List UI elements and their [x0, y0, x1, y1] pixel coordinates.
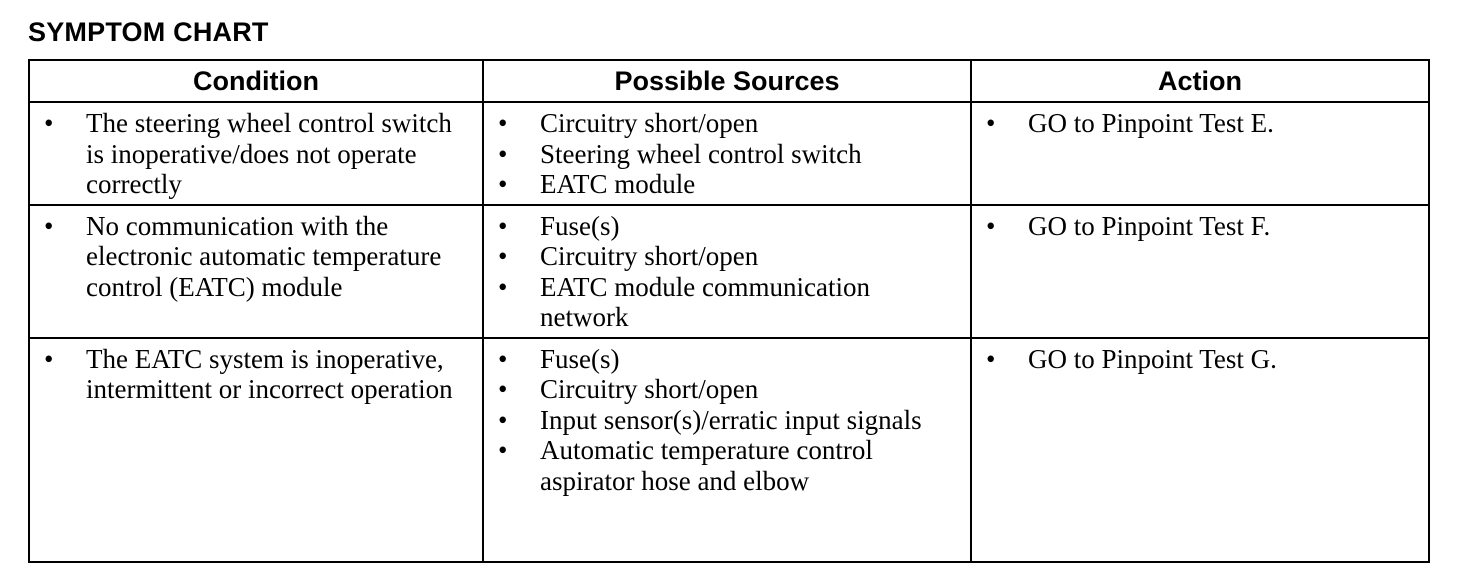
source-item: • Circuitry short/open: [484, 374, 970, 405]
table-row: [29, 338, 1429, 562]
condition-item: • The steering wheel control switch is inoperative/does not operate correctly: [30, 108, 482, 200]
source-item: • Input sensor(s)/erratic input signals: [484, 405, 970, 436]
source-item: • Circuitry short/open: [484, 108, 970, 139]
action-cell: [971, 338, 1429, 562]
source-item: • Circuitry short/open: [484, 241, 970, 272]
page-title: SYMPTOM CHART: [28, 17, 269, 47]
source-item: • Fuse(s): [484, 344, 970, 375]
condition-item: • The EATC system is inoperative, intermittent or incorrect operation: [30, 344, 482, 405]
action-cell: [971, 102, 1429, 205]
table-header-row: [29, 60, 1429, 102]
sources-cell: [483, 338, 971, 562]
action-item: • GO to Pinpoint Test E.: [972, 108, 1428, 139]
condition-item: • No communication with the electronic automatic temperature control (EATC) module: [30, 211, 482, 303]
source-item: • Fuse(s): [484, 211, 970, 242]
table-row: [29, 102, 1429, 205]
sources-cell: [483, 205, 971, 338]
table-row: [29, 205, 1429, 338]
source-item: • EATC module: [484, 169, 970, 200]
column-header-action: Action: [971, 60, 1429, 102]
action-cell: [971, 205, 1429, 338]
source-item: • EATC module communication network: [484, 272, 970, 333]
column-header-condition: Condition: [29, 60, 483, 102]
column-header-possible-sources: Possible Sources: [483, 60, 971, 102]
action-item: • GO to Pinpoint Test F.: [972, 211, 1428, 242]
sources-cell: [483, 102, 971, 205]
condition-cell: [29, 338, 483, 562]
source-item: • Steering wheel control switch: [484, 139, 970, 170]
source-item: • Automatic temperature control aspirator hose and elbow: [484, 435, 970, 496]
action-item: • GO to Pinpoint Test G.: [972, 344, 1428, 375]
condition-cell: [29, 205, 483, 338]
condition-cell: [29, 102, 483, 205]
symptom-chart-table: [28, 59, 1430, 563]
